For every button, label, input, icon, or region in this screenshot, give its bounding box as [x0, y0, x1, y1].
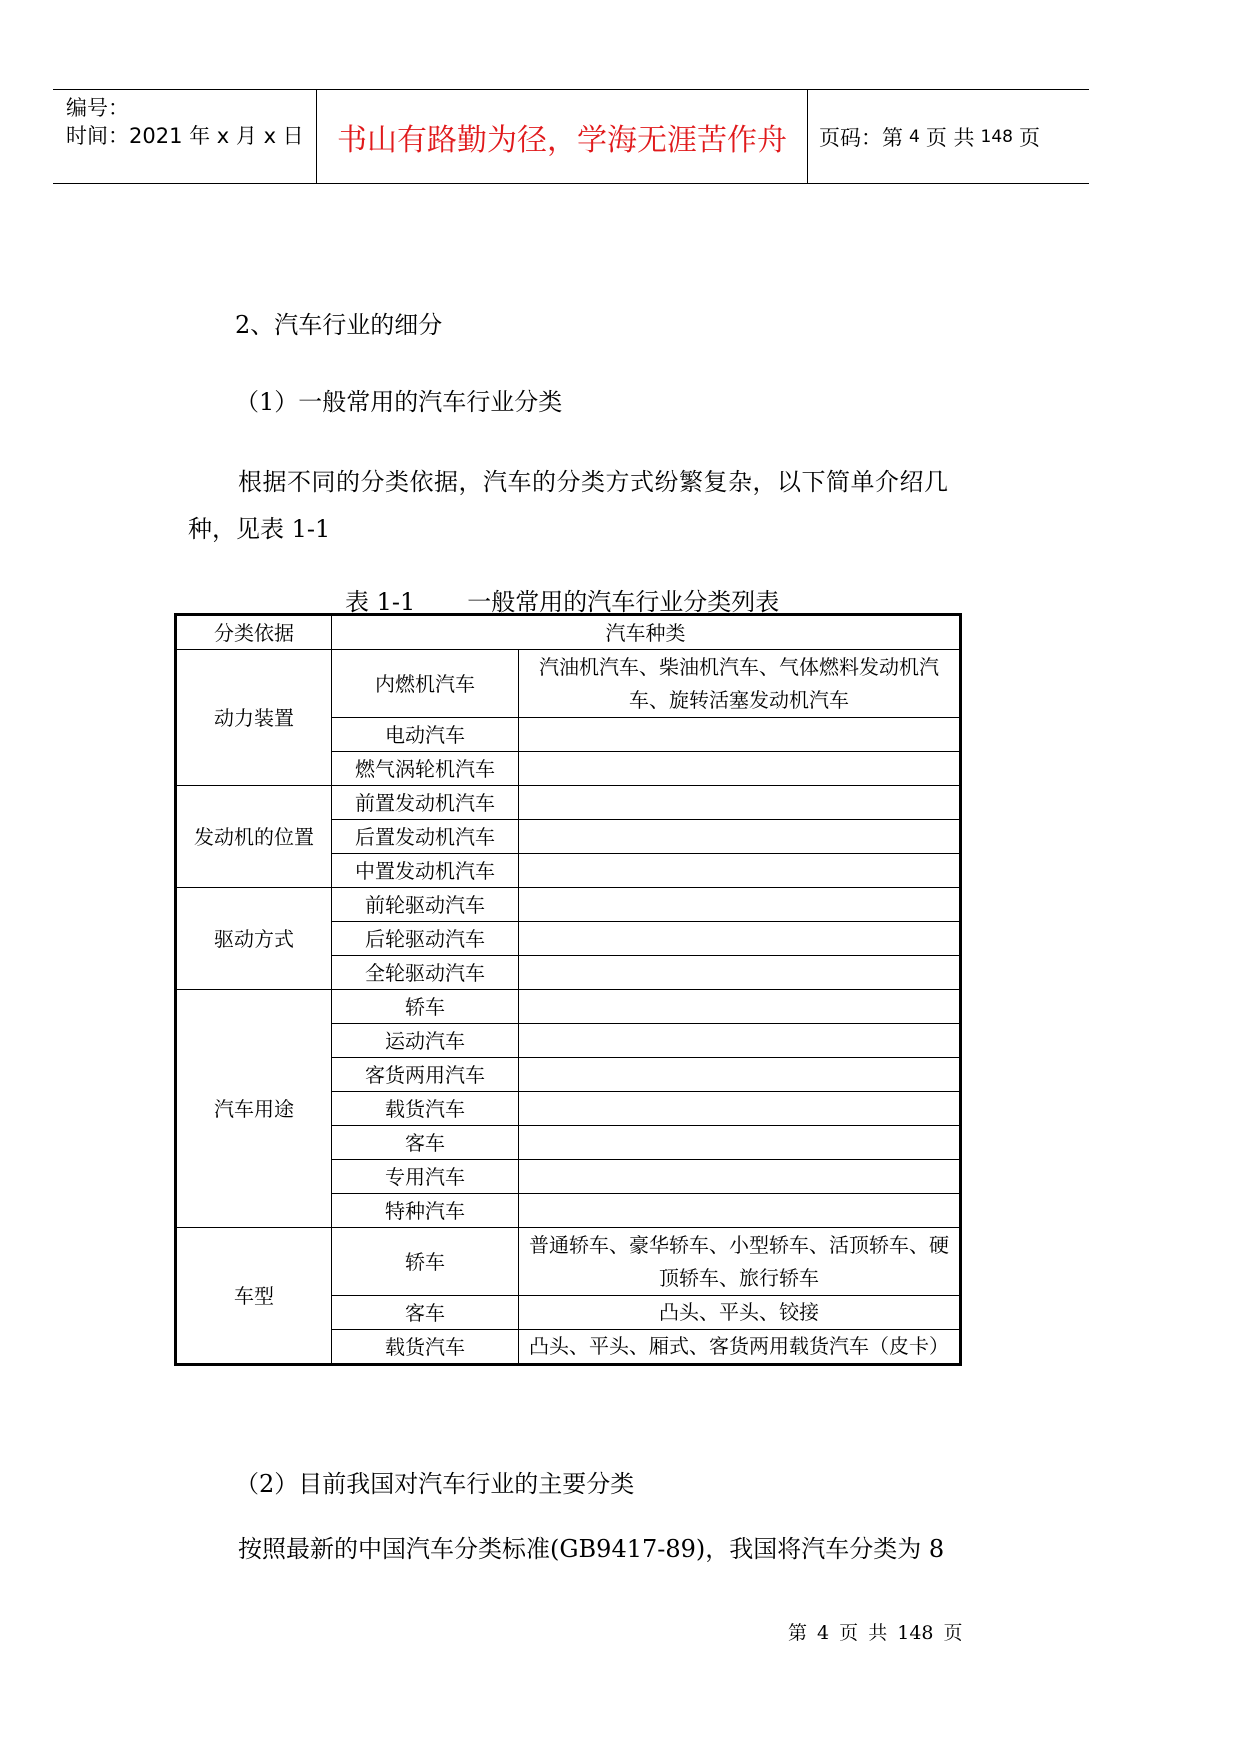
detail-cell	[519, 1194, 960, 1228]
type-cell: 专用汽车	[332, 1160, 519, 1194]
type-cell: 后轮驱动汽车	[332, 922, 519, 956]
basis-cell: 车型	[177, 1228, 332, 1364]
detail-cell	[519, 718, 960, 752]
page-suffix: 页	[1018, 125, 1040, 150]
section-title: 2、汽车行业的细分	[235, 311, 443, 339]
type-cell: 特种汽车	[332, 1194, 519, 1228]
table-caption-title: 一般常用的汽车行业分类列表	[467, 588, 780, 616]
type-cell: 客车	[332, 1296, 519, 1330]
detail-cell	[519, 1058, 960, 1092]
detail-cell	[519, 956, 960, 990]
detail-cell: 凸头、平头、铰接	[519, 1296, 960, 1330]
classification-table	[174, 613, 962, 1366]
type-cell: 前轮驱动汽车	[332, 888, 519, 922]
detail-cell: 凸头、平头、厢式、客货两用载货汽车（皮卡）	[519, 1330, 960, 1364]
detail-cell	[519, 888, 960, 922]
basis-cell: 发动机的位置	[177, 786, 332, 888]
detail-cell	[519, 1160, 960, 1194]
type-cell: 电动汽车	[332, 718, 519, 752]
detail-cell	[519, 752, 960, 786]
table-row	[177, 786, 960, 820]
basis-cell: 驱动方式	[177, 888, 332, 990]
page-header	[53, 89, 1089, 184]
detail-cell	[519, 922, 960, 956]
type-cell: 内燃机汽车	[332, 650, 519, 718]
type-cell: 全轮驱动汽车	[332, 956, 519, 990]
motto: 书山有路勤为径，学海无涯苦作舟	[317, 90, 808, 183]
type-cell: 前置发动机汽车	[332, 786, 519, 820]
type-cell: 载货汽车	[332, 1092, 519, 1126]
table-header-basis: 分类依据	[177, 616, 332, 650]
table-row	[177, 650, 960, 718]
detail-cell	[519, 1092, 960, 1126]
detail-cell	[519, 990, 960, 1024]
body-paragraph: 按照最新的中国汽车分类标准(GB9417-89)，我国将汽车分类为 8	[238, 1535, 945, 1563]
page-mid: 页 共	[925, 125, 975, 150]
type-cell: 中置发动机汽车	[332, 854, 519, 888]
page-prefix: 页码：第	[819, 125, 903, 150]
page-footer: 第 4 页 共 148 页	[788, 1622, 963, 1644]
subsection-title-1: （1）一般常用的汽车行业分类	[235, 388, 563, 416]
detail-cell	[519, 1024, 960, 1058]
type-cell: 轿车	[332, 1228, 519, 1296]
page-total: 148	[980, 126, 1013, 147]
detail-cell: 汽油机汽车、柴油机汽车、气体燃料发动机汽车、旋转活塞发动机汽车	[519, 650, 960, 718]
type-cell: 客车	[332, 1126, 519, 1160]
type-cell: 燃气涡轮机汽车	[332, 752, 519, 786]
intro-paragraph-line-2: 种，见表 1-1	[188, 515, 331, 543]
doc-meta	[53, 90, 317, 183]
type-cell: 载货汽车	[332, 1330, 519, 1364]
number-label: 编号：	[66, 96, 129, 120]
detail-cell: 普通轿车、豪华轿车、小型轿车、活顶轿车、硬顶轿车、旅行轿车	[519, 1228, 960, 1296]
detail-cell	[519, 1126, 960, 1160]
table-row	[177, 990, 960, 1024]
page-indicator	[808, 90, 1089, 183]
detail-cell	[519, 854, 960, 888]
type-cell: 运动汽车	[332, 1024, 519, 1058]
type-cell: 客货两用汽车	[332, 1058, 519, 1092]
type-cell: 轿车	[332, 990, 519, 1024]
type-cell: 后置发动机汽车	[332, 820, 519, 854]
table-header-types: 汽车种类	[332, 616, 960, 650]
time-label: 时间：2021 年 x 月 x 日	[66, 124, 304, 148]
table-caption	[345, 582, 779, 617]
table-caption-number: 表 1-1	[345, 588, 416, 616]
detail-cell	[519, 786, 960, 820]
detail-cell	[519, 820, 960, 854]
intro-paragraph-line-1: 根据不同的分类依据，汽车的分类方式纷繁复杂，以下简单介绍几	[238, 468, 949, 496]
table-row	[177, 1228, 960, 1296]
table-row	[177, 888, 960, 922]
subsection-title-2: （2）目前我国对汽车行业的主要分类	[235, 1470, 635, 1498]
basis-cell: 汽车用途	[177, 990, 332, 1228]
page-number: 4	[909, 126, 920, 147]
basis-cell: 动力装置	[177, 650, 332, 786]
